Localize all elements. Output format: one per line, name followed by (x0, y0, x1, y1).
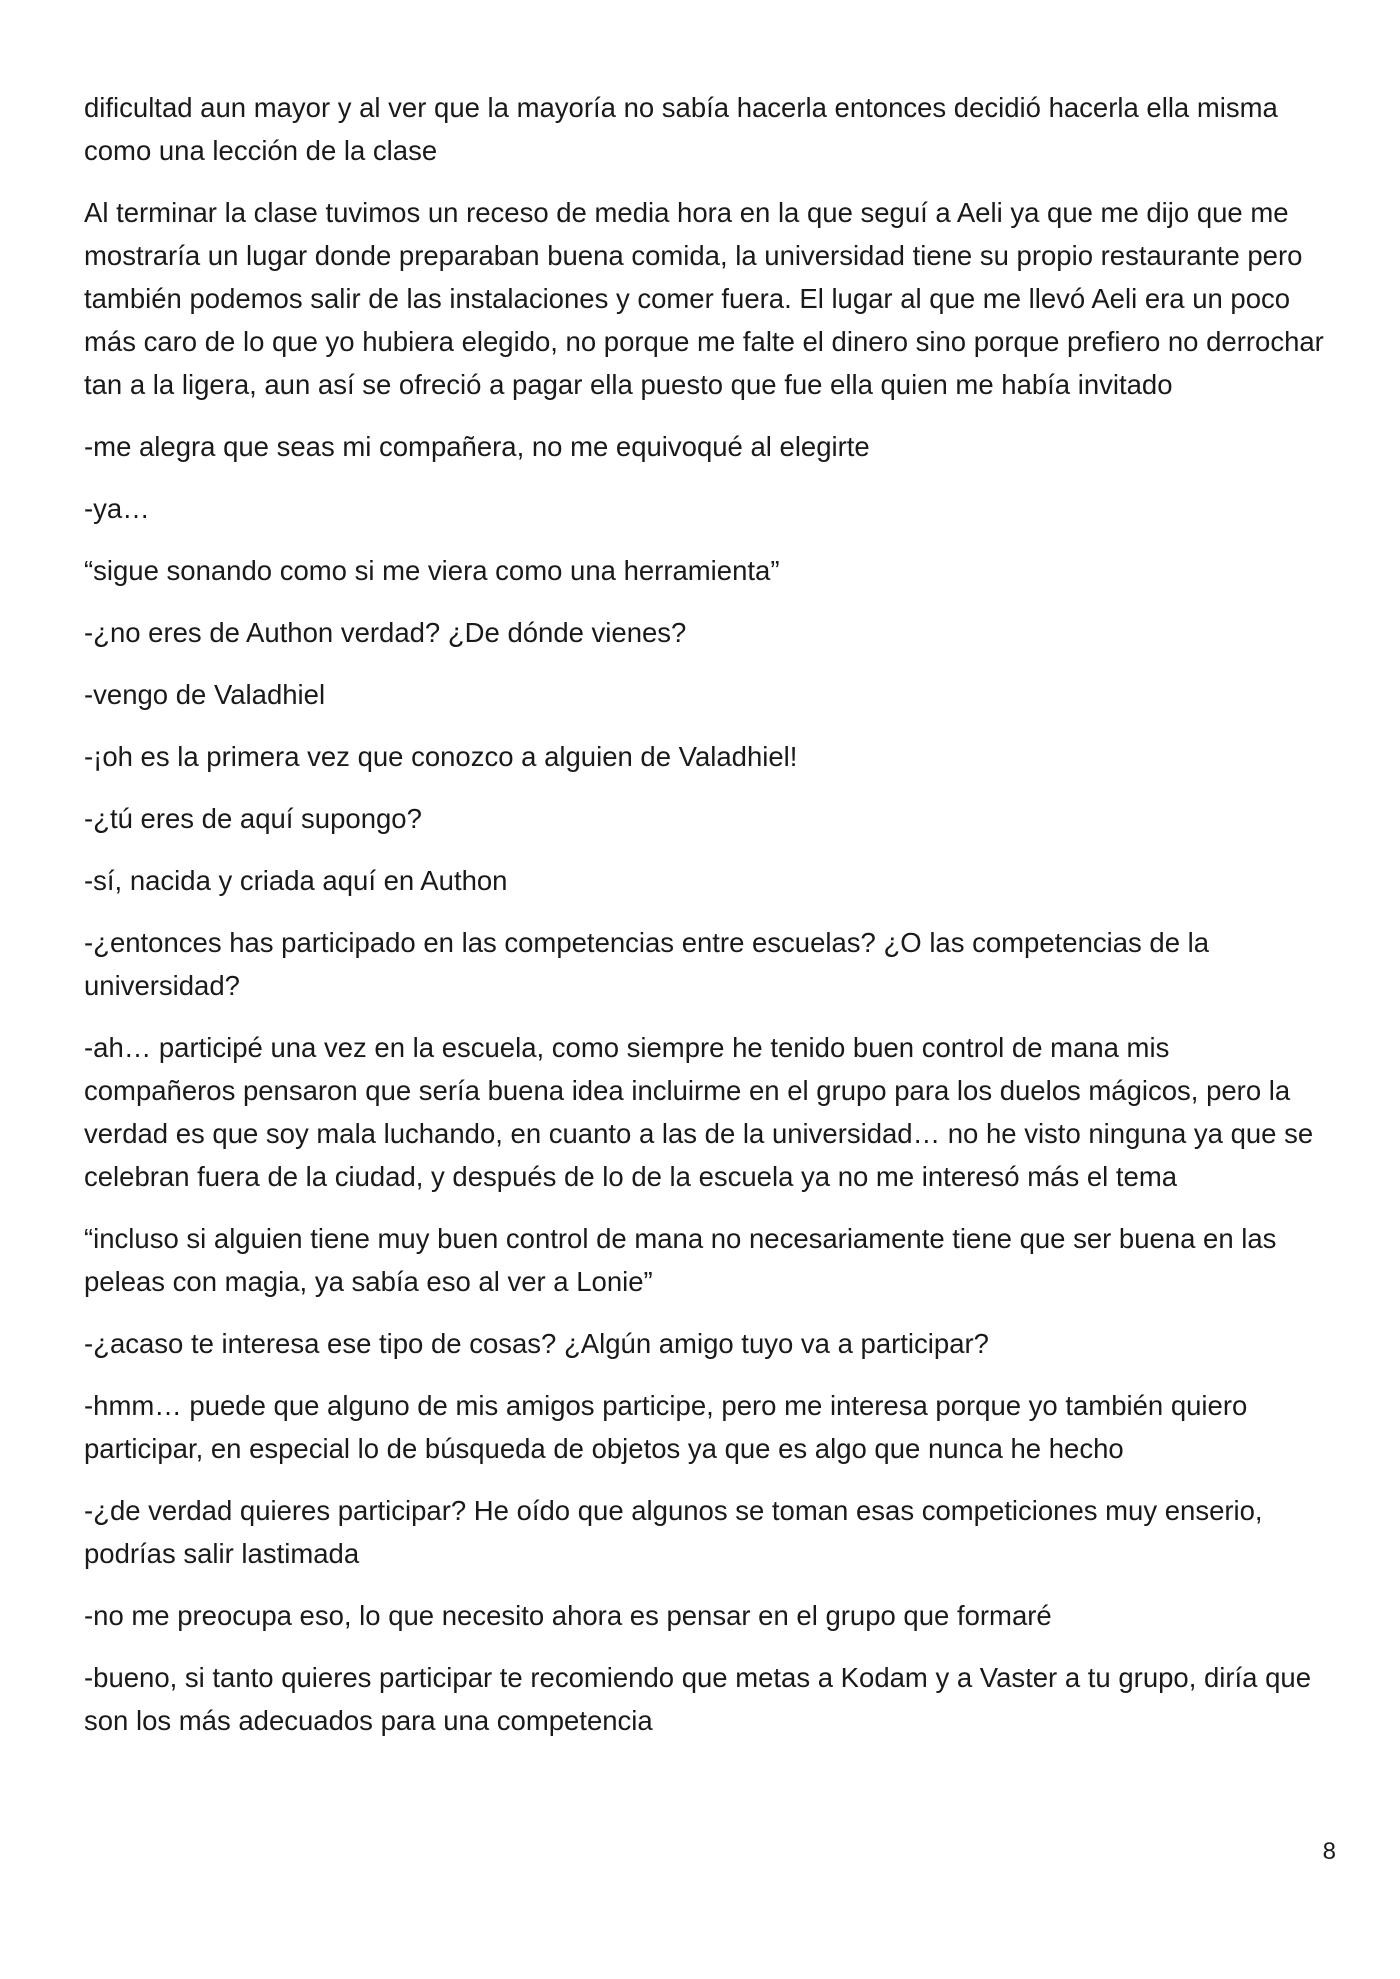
thought-line: “incluso si alguien tiene muy buen control de mana no necesariamente tiene que ser buena en las peleas con magia, ya sabía eso al ver a Lonie” (84, 1223, 1277, 1297)
dialogue-line: -¿no eres de Authon verdad? ¿De dónde vienes? (84, 617, 687, 648)
dialogue-line: -¿de verdad quieres participar? He oído que algunos se toman esas competiciones muy enserio, podrías salir lastimada (84, 1495, 1263, 1569)
dialogue-line: -¿entonces has participado en las competencias entre escuelas? ¿O las competencias de la universidad? (84, 927, 1210, 1001)
page-number: 8 (1322, 1838, 1336, 1865)
dialogue-line: -bueno, si tanto quieres participar te recomiendo que metas a Kodam y a Vaster a tu grupo, diría que son los más adecuados para una competencia (84, 1662, 1311, 1736)
dialogue-line: -hmm… puede que alguno de mis amigos participe, pero me interesa porque yo también quiero participar, en especial lo de búsqueda de objetos ya que es algo que nunca he hecho (84, 1390, 1248, 1464)
paragraph: Al terminar la clase tuvimos un receso de media hora en la que seguí a Aeli ya que me dijo que me mostraría un lugar donde preparaban buena comida, la universidad tiene su propio restaurante pero también podemos salir de las instalaciones y comer fuera. El lugar al que me llevó Aeli era un poco más caro de lo que yo hubiera elegido, no porque me falte el dinero sino porque prefiero no derrochar tan a la ligera, aun así se ofreció a pagar ella puesto que fue ella quien me había invitado (84, 197, 1324, 400)
thought-line: “sigue sonando como si me viera como una herramienta” (84, 555, 780, 586)
dialogue-line: -vengo de Valadhiel (84, 679, 326, 710)
dialogue-line: -¡oh es la primera vez que conozco a alguien de Valadhiel! (84, 741, 798, 772)
text-body (84, 86, 1324, 1761)
dialogue-line: -sí, nacida y criada aquí en Authon (84, 865, 508, 896)
dialogue-line: -ya… (84, 493, 150, 524)
dialogue-line: -¿acaso te interesa ese tipo de cosas? ¿Algún amigo tuyo va a participar? (84, 1328, 989, 1359)
paragraph: dificultad aun mayor y al ver que la mayoría no sabía hacerla entonces decidió hacerla ella misma como una lección de la clase (84, 92, 1278, 166)
dialogue-line: -ah… participé una vez en la escuela, como siempre he tenido buen control de mana mis compañeros pensaron que sería buena idea incluirme en el grupo para los duelos mágicos, pero la verdad es que soy mala luchando, en cuanto a las de la universidad… no he visto ninguna ya que se celebran fuera de la ciudad, y después de lo de la escuela ya no me interesó más el tema (84, 1032, 1314, 1192)
dialogue-line: -¿tú eres de aquí supongo? (84, 803, 422, 834)
dialogue-line: -no me preocupa eso, lo que necesito ahora es pensar en el grupo que formaré (84, 1600, 1052, 1631)
dialogue-line: -me alegra que seas mi compañera, no me equivoqué al elegirte (84, 431, 870, 462)
